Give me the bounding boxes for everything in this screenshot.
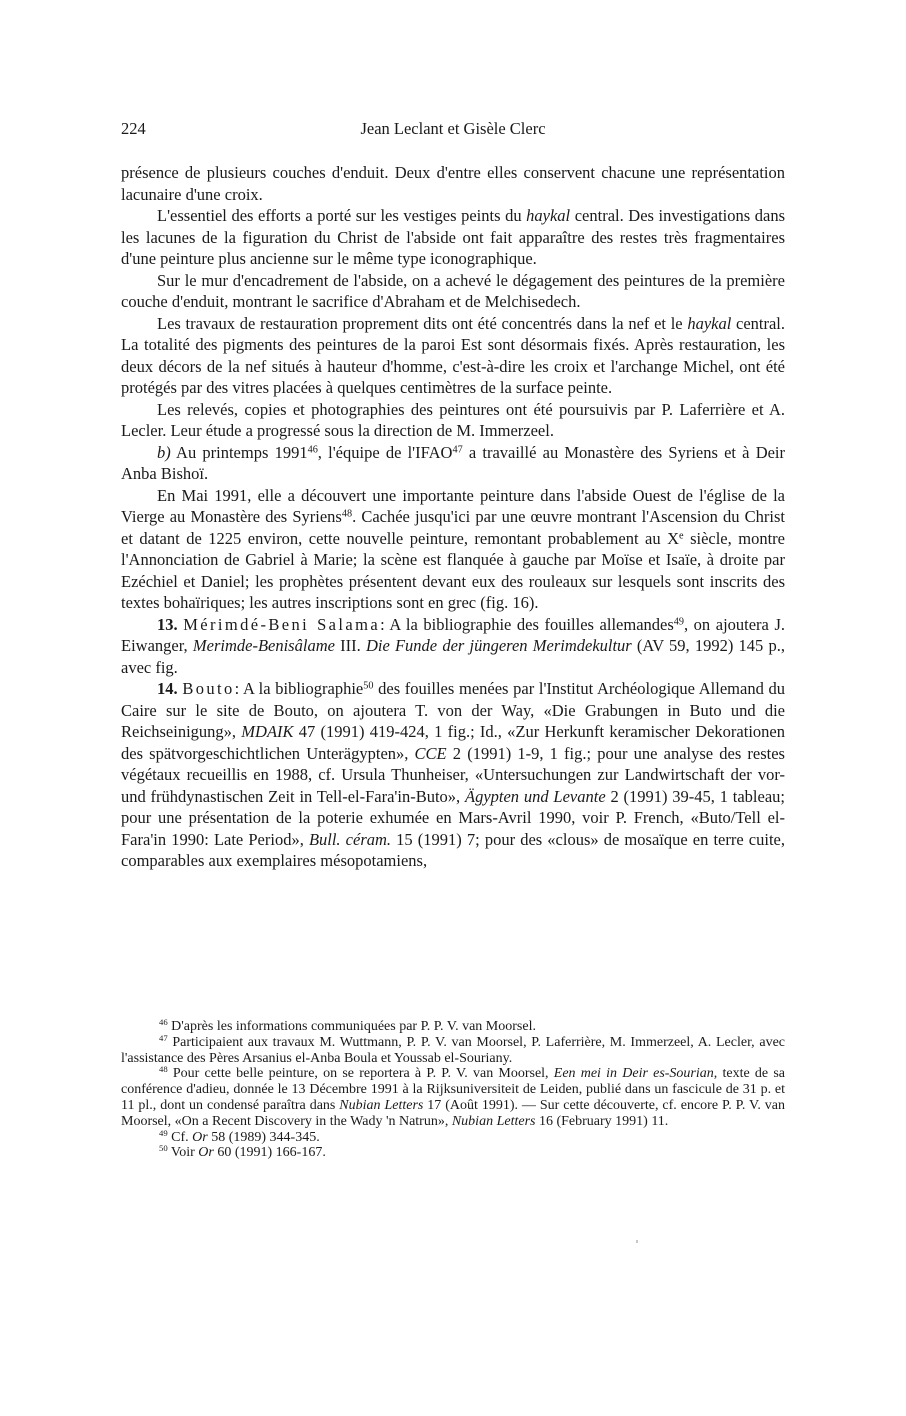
footnote-50: $^{50}$ Voir Or 60 (1991) 166-167. (159, 1143, 326, 1161)
footnotes (121, 1019, 785, 1161)
footnote-ref-47: 47 (452, 443, 463, 455)
paragraph-6: b) Au printemps 1991$^{46}$, l'équipe de l'IFAO$^{47}$ a travaillé au Monastère des Syriens et à Deir Anba Bishoï. (121, 442, 786, 483)
footnote-47: $^{47}$ Participaient aux travaux M. Wuttmann, P. P. V. van Moorsel, P. Laferrière, M. Immerzeel, A. Lecler, avec l'assistance des Pères Arsanius el-Anba Boula et Youssab el-Souriany. (121, 1033, 785, 1066)
paragraph-1: présence de plusieurs couches d'enduit. Deux d'entre elles conservent chacune une représentation lacunaire d'une croix. (121, 163, 785, 204)
paragraph-2: L'essentiel des efforts a porté sur les vestiges peints du haykal central. Des investigations dans les lacunes de la figuration du Christ de l'abside ont fait apparaître des restes très fragmentaires d'une peinture plus ancienne sur le même type iconographique. (121, 206, 786, 268)
site-name: Mérimdé-Beni Salama (183, 614, 381, 634)
footnote-ref-46: 46 (307, 443, 318, 455)
footnote-46: $^{46}$ D'après les informations communiquées par P. P. V. van Moorsel. (159, 1017, 536, 1034)
body-text (121, 162, 785, 872)
section-13-merimde: 13. Mérimdé-Beni Salama: A la bibliographie des fouilles allemandes$^{49}$, on ajoutera J. Eiwanger, Merimde-Benisâlame III. Die Funde der jüngeren Merimdekultur (AV 59, 1992) 145 p., avec fig. (121, 614, 785, 677)
paragraph-4: Les travaux de restauration proprement dits ont été concentrés dans la nef et le haykal central. La totalité des pigments des peintures de la paroi Est sont désormais fixés. Après restauration, les deux décors de la nef situés à hauteur d'homme, c'est-à-dire les croix et l'archange Michel, ont été protégés par des vitres placées à quelques centimètres de la surface peinte. (121, 313, 786, 397)
running-title: Jean Leclant et Gisèle Clerc (360, 119, 546, 138)
footnote-ref-48: 48 (341, 508, 353, 520)
footnote-ref-50: 50 (363, 680, 374, 692)
paragraph-5: Les relevés, copies et photographies des peintures ont été poursuivis par P. Laferrière et A. Lecler. Leur étude a progressé sous la direction de M. Immerzeel. (121, 399, 785, 440)
paragraph-3: Sur le mur d'encadrement de l'abside, on a achevé le dégagement des peintures de la première couche d'enduit, montrant le sacrifice d'Abraham et de Melchisedech. (121, 270, 785, 311)
section-14-bouto: 14. Bouto: A la bibliographie$^{50}$ des fouilles menées par l'Institut Archéologique Allemand du Caire sur le site de Bouto, on ajoutera T. von der Way, «Die Grabungen in Buto und die Reichseinigung», MDAIK 47 (1991) 419-424, 1 fig.; Id., «Zur Herkunft keramischer Dekorationen des spätvorgeschichtlichen Unterägypten», CCE 2 (1991) 1-9, 1 fig.; pour une analyse des restes végétaux recueillis en 1988, cf. Ursula Thunheiser, «Untersuchungen zur Landwirtschaft der vor- und frühdynastischen Zeit in Tell-el-Fara'in-Buto», Ägypten und Levante 2 (1991) 39-45, 1 tableau; pour une présentation de la poterie exhumée en Mars-Avril 1990, voir P. French, «Buto/Tell el-Fara'in 1990: Late Period», Bull. céram. 15 (1991) 7; pour des «clous» de mosaïque en terre cuite, comparables aux exemplaires mésopotamiens, (121, 679, 786, 870)
footnote-ref-49: 49 (673, 615, 684, 627)
page-number: 224 (121, 119, 146, 138)
footnote-48: $^{48}$ Pour cette belle peinture, on se reportera à P. P. V. van Moorsel, Een mei in Deir es-Sourian, texte de sa conférence d'adieu, donnée le 13 Décembre 1991 à la Rijksuniversiteit de Leiden, publié dans un fascicule de 31 p. et 11 pl., dont un condensé paraîtra dans Nubian Letters 17 (Août 1991). — Sur cette découverte, cf. encore P. P. V. van Moorsel, «On a Recent Discovery in the Wady 'n Natrun», Nubian Letters 16 (February 1991) 11. (121, 1064, 786, 1129)
scan-speck (636, 1240, 638, 1243)
footnote-49: $^{49}$ Cf. Or 58 (1989) 344-345. (159, 1127, 320, 1145)
section-number: 14. (157, 679, 178, 698)
section-number: 13. (157, 614, 178, 634)
paragraph-7: En Mai 1991, elle a découvert une importante peinture dans l'abside Ouest de l'église de la Vierge au Monastère des Syriens$^{48}$. Cachée jusqu'ici par une œuvre montrant l'Ascension du Christ et datant de 1225 environ, cette nouvelle peinture, remontant probablement au Xe siècle, montre l'Annonciation de Gabriel à Marie; la scène est flanquée à gauche par Moïse et Isaïe, à droite par Ezéchiel et Daniel; les prophètes présentent devant eux des rouleaux sur lesquels sont inscrits des textes bohaïriques; les autres inscriptions sont en grec (fig. 16). (121, 485, 786, 612)
site-name: Bouto (182, 679, 235, 698)
